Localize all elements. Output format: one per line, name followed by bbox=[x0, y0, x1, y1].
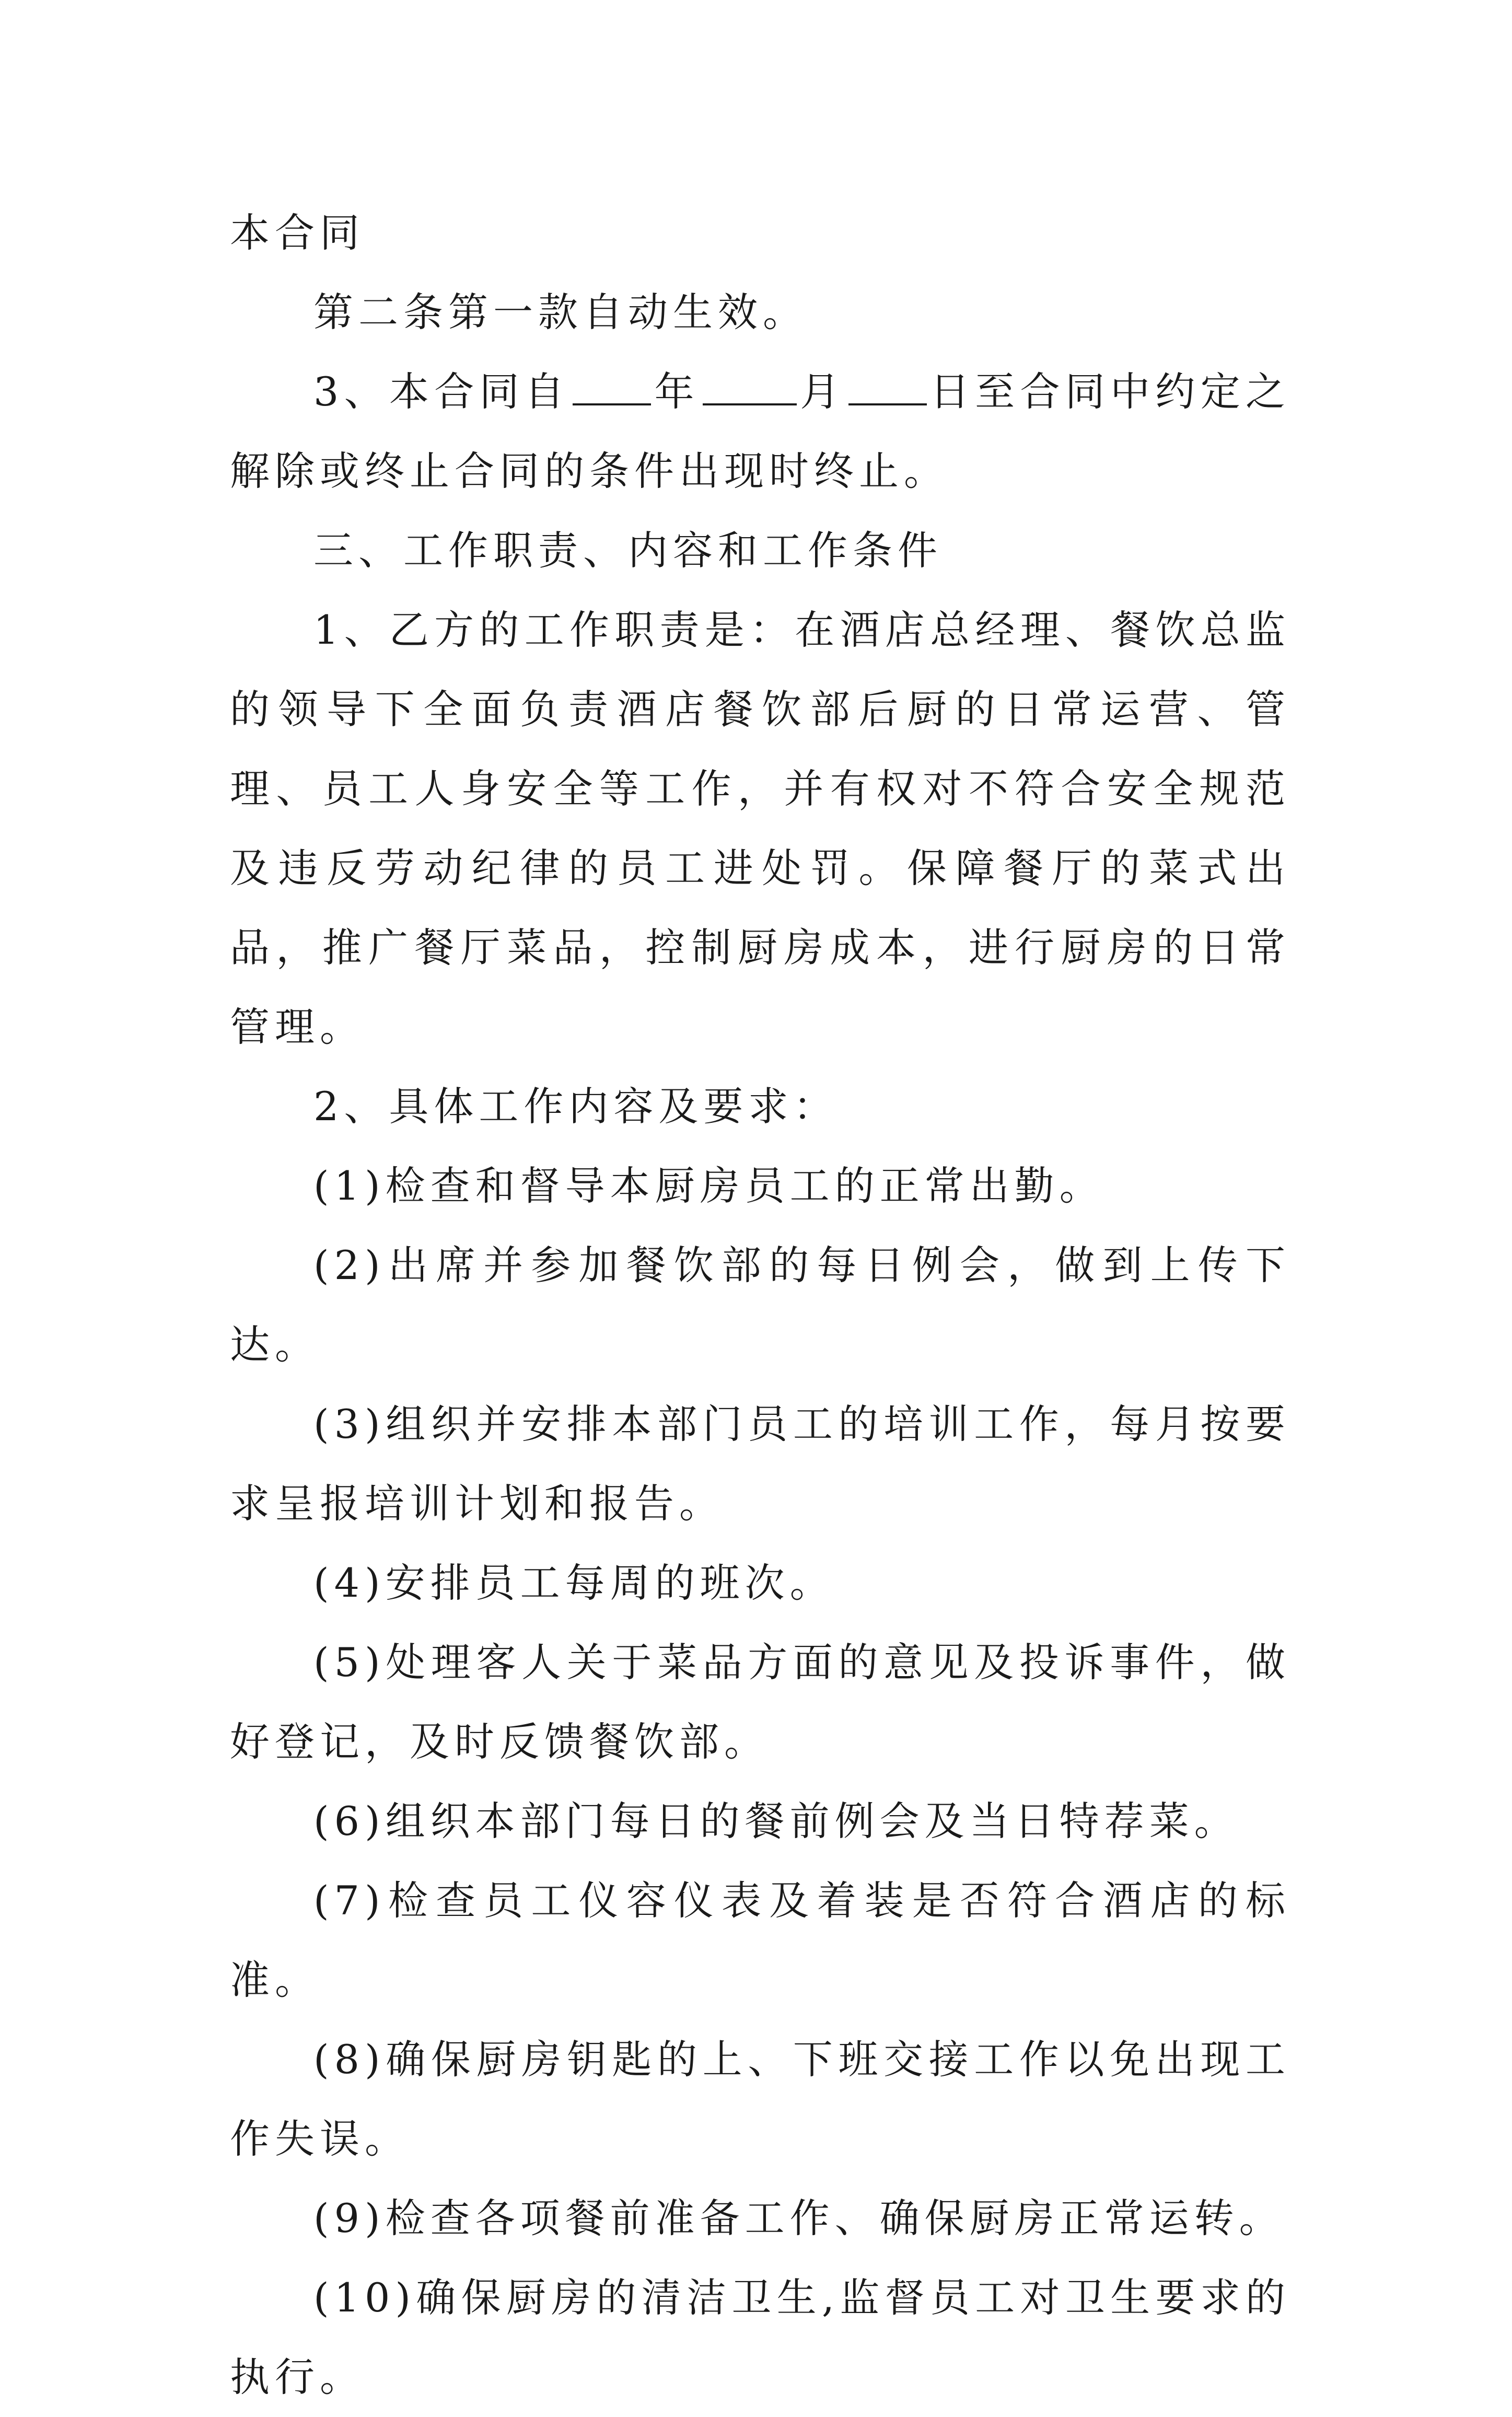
paragraph-duties: 1、乙方的工作职责是：在酒店总经理、餐饮总监的领导下全面负责酒店餐饮部后厨的日常运营、管理、员工人身安全等工作，并有权对不符合安全规范及违反劳动纪律的员工进处罚。保障餐厅的菜式出品，推广餐厅菜品，控制厨房成本，进行厨房的日常管理。 bbox=[230, 607, 1290, 1050]
list-item-4: (4)安排员工每周的班次。 bbox=[313, 1560, 835, 1606]
list-item-9: (9)检查各项餐前准备工作、确保厨房正常运转。 bbox=[313, 2195, 1284, 2241]
list-item-5: (5)处理客人关于菜品方面的意见及投诉事件，做好登记，及时反馈餐饮部。 bbox=[230, 1639, 1290, 1765]
paragraph-contract-continued: 本合同 bbox=[230, 210, 365, 256]
month-blank bbox=[703, 363, 797, 405]
document-body bbox=[230, 193, 1290, 2417]
list-item-1: (1)检查和督导本厨房员工的正常出勤。 bbox=[313, 1163, 1104, 1209]
term-prefix: 3、本合同自 bbox=[313, 368, 570, 415]
paragraph-article-two-effective: 第二条第一款自动生效。 bbox=[313, 289, 808, 335]
list-item-7: (7)检查员工仪容仪表及着装是否符合酒店的标准。 bbox=[230, 1877, 1290, 2003]
list-item-3: (3)组织并安排本部门员工的培训工作，每月按要求呈报培训计划和报告。 bbox=[230, 1401, 1290, 1527]
paragraph-work-content-heading: 2、具体工作内容及要求： bbox=[313, 1083, 839, 1130]
section-heading-duties: 三、工作职责、内容和工作条件 bbox=[313, 527, 943, 574]
list-item-6: (6)组织本部门每日的餐前例会及当日特荐菜。 bbox=[313, 1798, 1239, 1844]
term-suffix: 日至合同中约定之解除或终止合同的条件出现时终止。 bbox=[230, 368, 1291, 494]
day-blank bbox=[848, 363, 927, 405]
list-item-10: (10)确保厨房的清洁卫生,监督员工对卫生要求的执行。 bbox=[230, 2274, 1290, 2400]
list-item-8: (8)确保厨房钥匙的上、下班交接工作以免出现工作失误。 bbox=[230, 2036, 1290, 2162]
month-label: 月 bbox=[799, 368, 845, 415]
list-item-2: (2)出席并参加餐饮部的每日例会，做到上传下达。 bbox=[230, 1242, 1290, 1368]
year-label: 年 bbox=[654, 368, 700, 415]
paragraph-contract-term bbox=[230, 352, 1290, 511]
year-blank bbox=[573, 363, 651, 405]
